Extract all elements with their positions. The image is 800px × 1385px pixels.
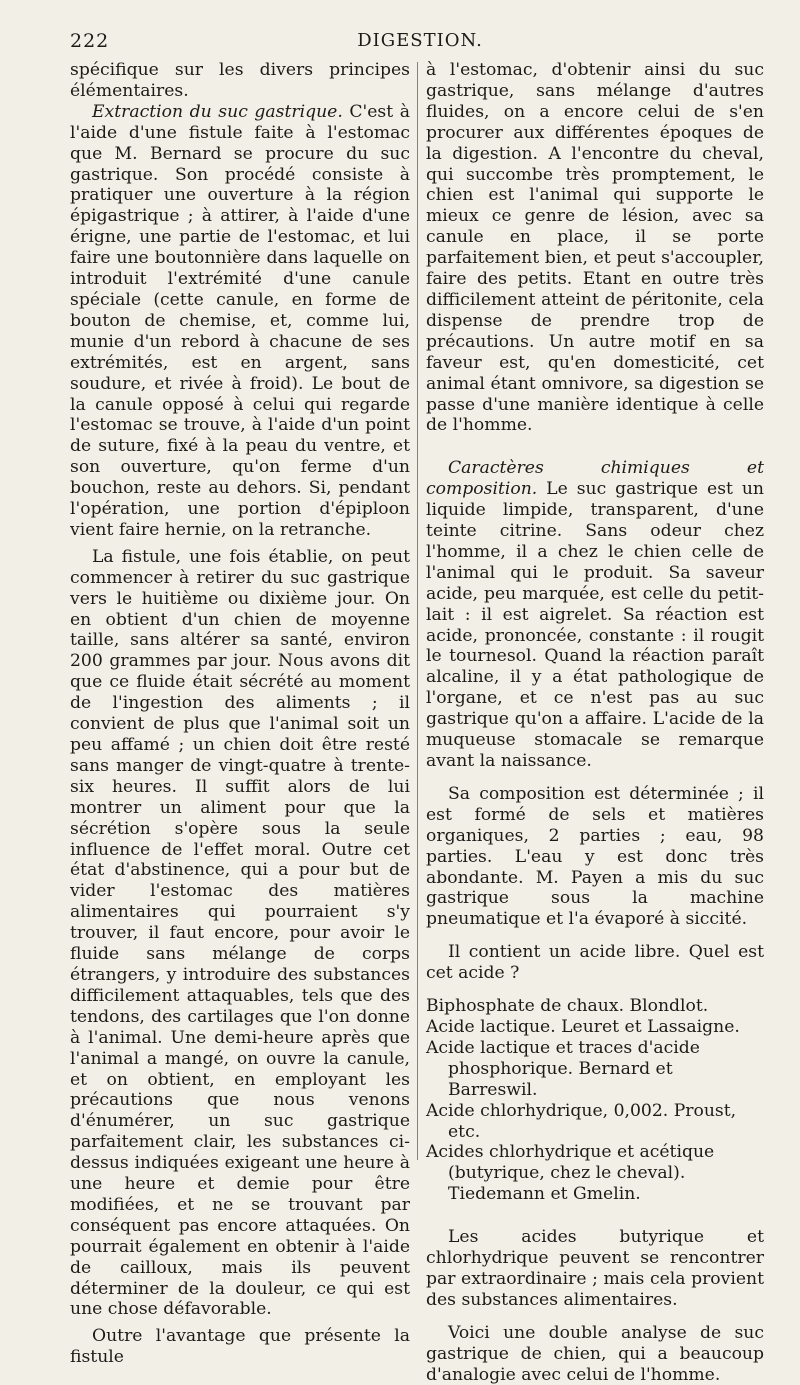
page-header	[70, 30, 770, 60]
acid-list-item: Acide lactique et traces d'acide phosphorique. Bernard et Barreswil.	[426, 1037, 700, 1100]
page-number: 222	[70, 30, 110, 52]
column-divider	[417, 62, 418, 1160]
section-heading-composition: Caractères chimiques et composition.	[426, 458, 764, 500]
right-paragraph-2: Sa composition est déterminée ; il est formé de sels et matières organiques, 2 parties ; eau, 98 parties. L'eau y est donc très abondante. M. Payen a mis du suc gastrique sous la machine pneumatique et l'a évaporé à siccité.	[426, 783, 764, 930]
left-paragraph-1-text: C'est à l'aide d'une fistule faite à l'estomac que M. Bernard se procure du suc gastrique. Son procédé consiste à pratiquer une ouverture à la région épigastrique ; à attirer, à l'aide d'une érigne, une partie de l'estomac, et lui faire une boutonnière dans laquelle on introduit l'extrémité d'une canule spéciale (cette canule, en forme de bouton de chemise, et, comme lui, munie d'un rebord à chacune de ses extrémités, est en argent, sans soudure, et rivée à froid). Le bout de la canule opposé à celui qui regarde l'estomac se trouve, à l'aide d'un point de suture, fixé à la peau du ventre, et son ouverture, qu'on ferme d'un bouchon, reste au dehors. Si, pendant l'opération, une portion d'épiploon vient faire hernie, on la retranche.	[70, 101, 410, 540]
right-paragraph-3: Il contient un acide libre. Quel est cet acide ?	[426, 942, 764, 984]
left-paragraph-0: spécifique sur les divers principes élémentaires.	[70, 60, 410, 101]
acid-list-item: Acides chlorhydrique et acétique (butyrique, chez le cheval). Tiedemann et Gmelin.	[426, 1142, 715, 1205]
acid-list	[426, 996, 764, 1205]
left-paragraph-2: La fistule, une fois établie, on peut commencer à retirer du suc gastrique vers le huitième ou dixième jour. On en obtient d'un chien de moyenne taille, sans altérer sa santé, environ 200 grammes par jour. Nous avons dit que ce fluide était sécrété au moment de l'ingestion des aliments ; il convient de plus que l'animal soit un peu affamé ; un chien doit être resté sans manger de vingt-quatre à trente-six heures. Il suffit alors de lui montrer un aliment pour que la sécrétion s'opère sous la seule influence de l'effet moral. Outre cet état d'abstinence, qui a pour but de vider l'estomac des matières alimentaires qui pourraient s'y trouver, il faut encore, pour avoir le fluide sans mélange de corps étrangers, y introduire des substances difficilement attaquables, tels que des tendons, des cartilages que l'on donne à l'animal. Une demi-heure après que l'animal a mangé, on ouvre la canule, et on obtient, en employant les précautions que nous venons d'énumérer, un suc gastrique parfaitement clair, les substances ci-dessus indiquées exigeant une heure à une heure et demie pour être modifiées, et ne se trouvant par conséquent pas encore attaquées. On pourrait également en obtenir à l'aide de cailloux, mais ils peuvent déterminer de la douleur, ce qui est une chose défavorable.	[70, 546, 410, 1320]
running-title: DIGESTION.	[357, 30, 483, 51]
acid-list-item: Biphosphate de chaux. Blondlot.	[426, 996, 709, 1017]
right-paragraph-5: Voici une double analyse de suc gastrique de chien, qui a beaucoup d'analogie avec celui de l'homme.	[426, 1322, 764, 1385]
left-column	[70, 60, 410, 1368]
left-paragraph-3: Outre l'avantage que présente la fistule	[70, 1326, 410, 1368]
acid-list-item: Acide lactique. Leuret et Lassaigne.	[426, 1016, 740, 1037]
right-paragraph-1	[426, 458, 764, 772]
right-paragraph-1-text: Le suc gastrique est un liquide limpide, transparent, d'une teinte citrine. Sans odeur chez l'homme, il a chez le chien celle de l'animal qui le produit. Sa saveur acide, peu marquée, est celle du petit-lait : il est aigrelet. Sa réaction est acide, prononcée, constante : il rougit le tournesol. Quand la réaction paraît alcaline, il y a état pathologique de l'organe, et ce n'est pas au suc gastrique qu'on a affaire. L'acide de la muqueuse stomacale se remarque avant la naissance.	[426, 479, 764, 771]
right-paragraph-4: Les acides butyrique et chlorhydrique peuvent se rencontrer par extraordinaire ; mais cela provient des substances alimentaires.	[426, 1227, 764, 1310]
section-heading-extraction: Extraction du suc gastrique.	[92, 101, 343, 122]
acid-list-item: Acide chlorhydrique, 0,002. Proust, etc.	[426, 1100, 737, 1142]
right-paragraph-0: à l'estomac, d'obtenir ainsi du suc gastrique, sans mélange d'autres fluides, on a encore celui de s'en procurer aux différentes époques de la digestion. A l'encontre du cheval, qui succombe très promptement, le chien est l'animal qui supporte le mieux ce genre de lésion, avec sa canule en place, il se porte parfaitement bien, et peut s'accoupler, faire des petits. Etant en outre très difficilement atteint de péritonite, cela dispense de prendre trop de précautions. Un autre motif en sa faveur est, qu'en domesticité, cet animal étant omnivore, sa digestion se passe d'une manière identique à celle de l'homme.	[426, 60, 764, 436]
right-column	[426, 60, 764, 1385]
left-paragraph-1	[70, 102, 410, 541]
